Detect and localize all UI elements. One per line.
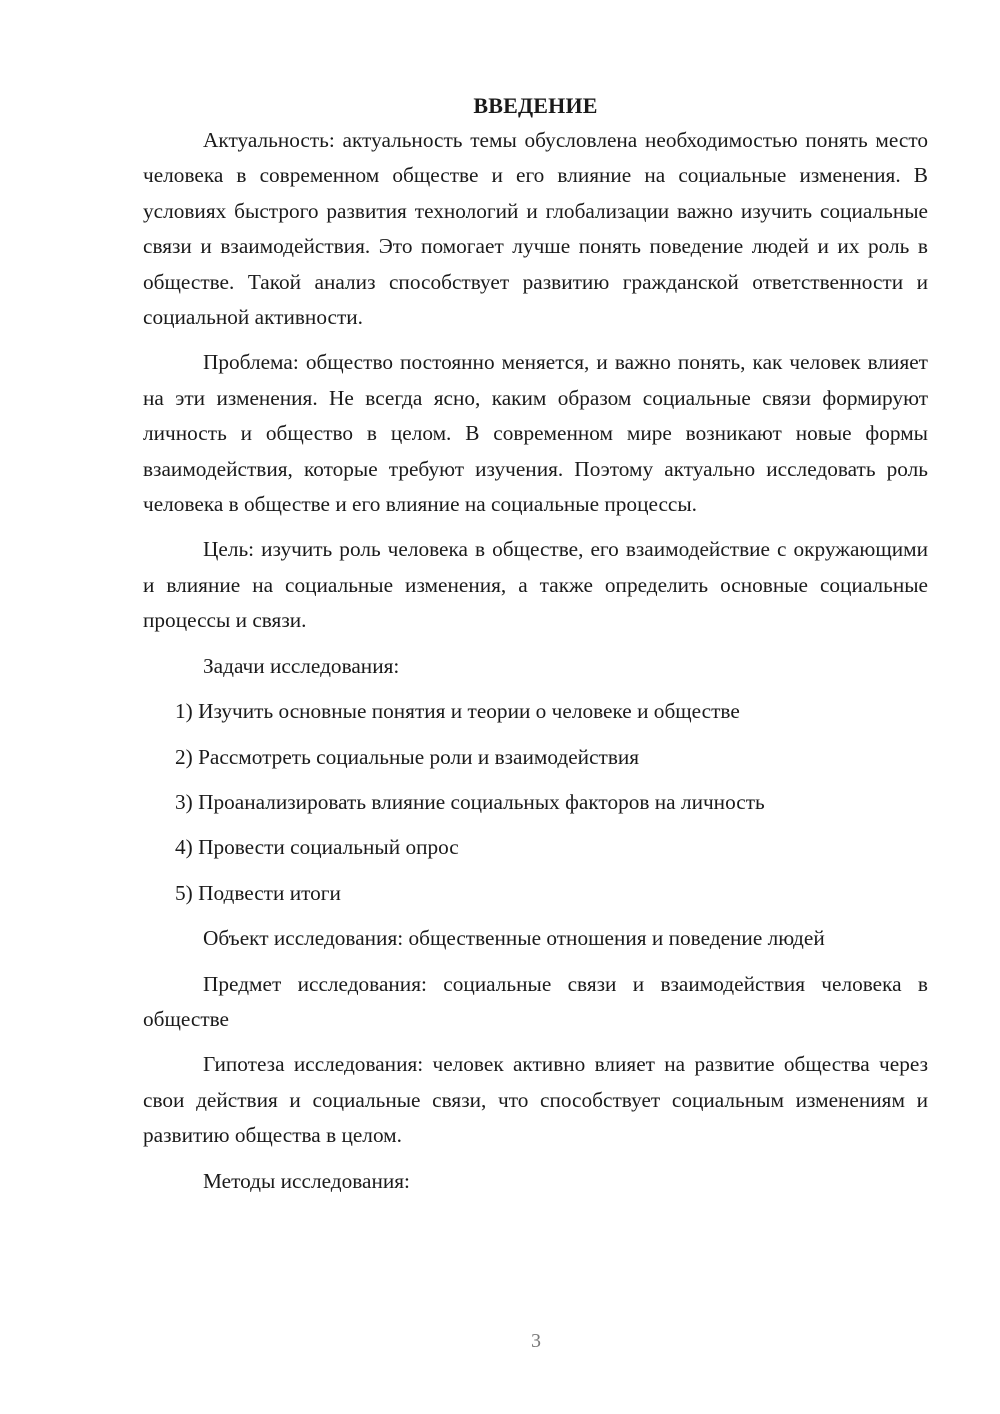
list-item: 4) Провести социальный опрос [175,835,459,860]
relevance-paragraph: Актуальность: актуальность темы обусловлена необходимостью понять место человека в современном обществе и его влияние на социальные изменения. В условиях быстрого развития технологий и глобализации важно изучить социальные связи и взаимодействия. Это помогает лучше понять поведение людей и их роль в обществе. Такой анализ способствует развитию гражданской ответственности и социальной активности. [143,128,928,330]
list-item: 5) Подвести итоги [175,880,341,905]
object-paragraph: Объект исследования: общественные отношения и поведение людей [203,926,825,951]
page-number: 3 [531,1330,541,1352]
list-item: 2) Рассмотреть социальные роли и взаимодействия [175,744,640,769]
document-page [143,88,928,1209]
goal-paragraph: Цель: изучить роль человека в обществе, его взаимодействие с окружающими и влияние на социальные изменения, а также определить основные социальные процессы и связи. [143,537,928,633]
methods-heading: Методы исследования: [203,1168,410,1193]
page-title: ВВЕДЕНИЕ [473,93,598,118]
list-item: 1) Изучить основные понятия и теории о человеке и обществе [175,699,740,724]
problem-paragraph: Проблема: общество постоянно меняется, и важно понять, как человек влияет на эти изменения. Не всегда ясно, каким образом социальные связи формируют личность и общество в целом. В современном мире возникают новые формы взаимодействия, которые требуют изучения. Поэтому актуально исследовать роль человека в обществе и его влияние на социальные процессы. [143,350,928,517]
hypothesis-paragraph: Гипотеза исследования: человек активно влияет на развитие общества через свои действия и социальные связи, что способствует социальным изменениям и развитию общества в целом. [143,1052,928,1148]
tasks-heading: Задачи исследования: [203,653,400,678]
subject-paragraph: Предмет исследования: социальные связи и взаимодействия человека в обществе [143,971,928,1031]
tasks-list [143,694,928,911]
list-item: 3) Проанализировать влияние социальных факторов на личность [175,789,765,814]
